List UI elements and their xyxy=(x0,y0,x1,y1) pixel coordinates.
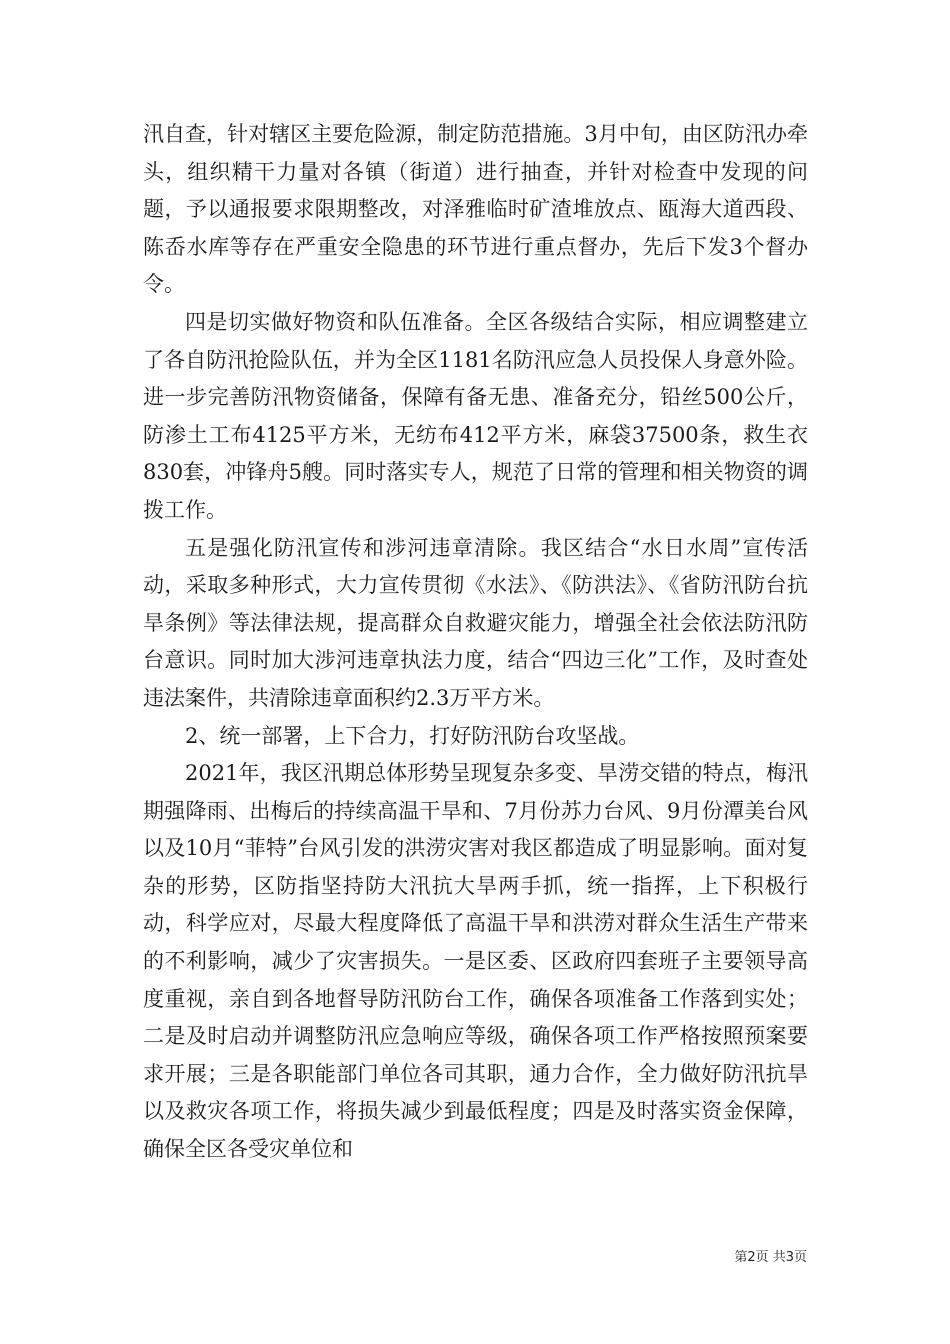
page-number-footer: 第2页 共3页 xyxy=(734,1250,807,1265)
paragraph-flood-season-overview: 2021年，我区汛期总体形势呈现复杂多变、旱涝交错的特点，梅汛期强降雨、出梅后的持续高温干旱和、7月份苏力台风、9月份潭美台风以及10月“菲特”台风引发的洪涝灾害对我区都造成了明显影响。面对复杂的形势，区防指坚持防大汛抗大旱两手抓，统一指挥，上下积极行动，科学应对，尽最大程度降低了高温干旱和洪涝对群众生活生产带来的不利影响，减少了灾害损失。一是区委、区政府四套班子主要领导高度重视，亲自到各地督导防汛防台工作，确保各项准备工作落到实处；二是及时启动并调整防汛应急响应等级，确保各项工作严格按照预案要求开展；三是各职能部门单位各司其职，通力合作，全力做好防汛抗旱以及救灾各项工作，将损失减少到最低程度；四是及时落实资金保障，确保全区各受灾单位和 xyxy=(143,761,808,1162)
paragraph-materials-preparation: 四是切实做好物资和队伍准备。全区各级结合实际，相应调整建立了各自防汛抢险队伍，并为全区1181名防汛应急人员投保人身意外险。进一步完善防汛物资储备，保障有备无患、准备充分，铅丝500公斤，防渗土工布4125平方米，无纺布412平方米，麻袋37500条，救生衣830套，冲锋舟5艘。同时落实专人，规范了日常的管理和相关物资的调拨工作。 xyxy=(143,309,808,522)
paragraph-publicity-enforcement: 五是强化防汛宣传和涉河违章清除。我区结合“水日水周”宣传活动，采取多种形式，大力宣传贯彻《水法》、《防洪法》、《省防汛防台抗旱条例》等法律法规，提高群众自救避灾能力，增强全社会依法防汛防台意识。同时加大涉河违章执法力度，结合“四边三化”工作，及时查处违法案件，共清除违章面积约2.3万平方米。 xyxy=(143,535,808,710)
paragraph-continuation: 汛自查，针对辖区主要危险源，制定防范措施。3月中旬，由区防汛办牵头，组织精干力量对各镇（街道）进行抽查，并针对检查中发现的问题，予以通报要求限期整改，对泽雅临时矿渣堆放点、瓯海大道西段、陈岙水库等存在严重安全隐患的环节进行重点督办，先后下发3个督办令。 xyxy=(143,122,808,297)
document-body xyxy=(143,116,808,1169)
section-heading: 2、统一部署，上下合力，打好防汛防台攻坚战。 xyxy=(185,723,640,748)
